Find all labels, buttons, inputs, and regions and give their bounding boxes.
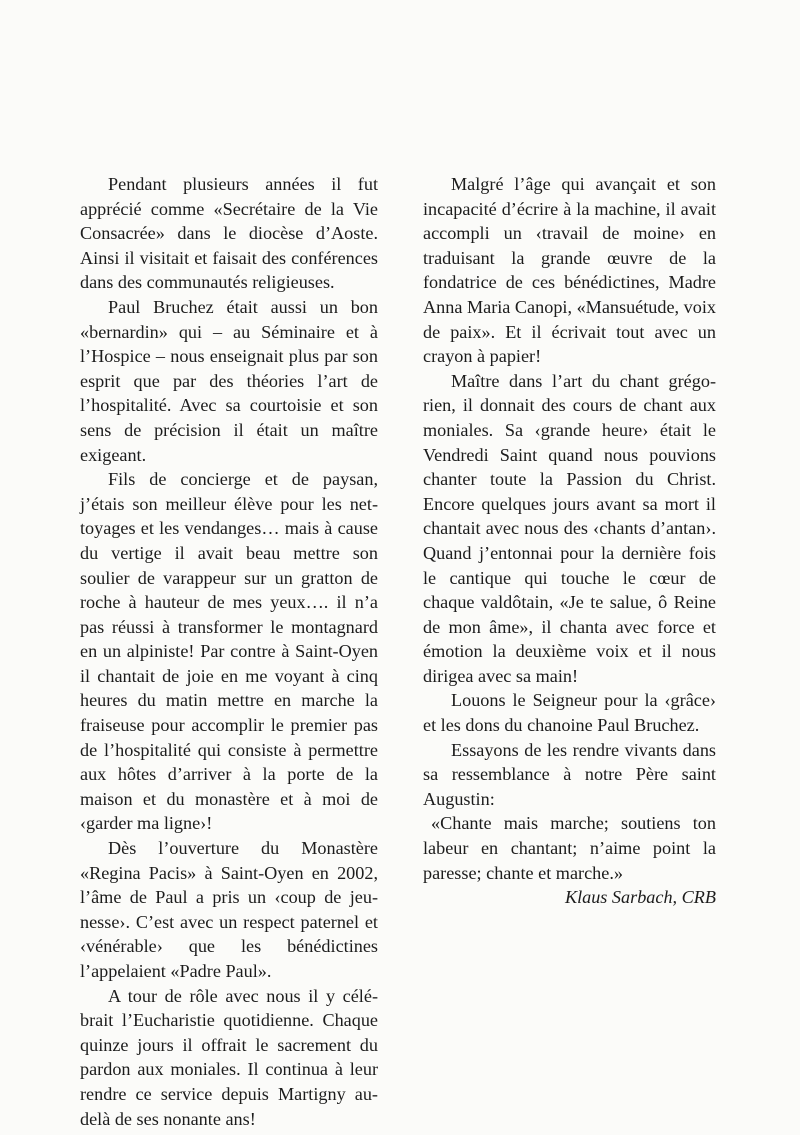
right-column — [423, 172, 716, 910]
paragraph: A tour de rôle avec nous il y célébrait l’Eucharistie quotidienne. Chaque quinze jours il offrait le sacrement du pardon aux moniales. Il continua à leur rendre ce service depuis Martigny au-delà de ses nonante ans! — [80, 985, 378, 1129]
paragraph: Dès l’ouverture du Monastère «Regina Pacis» à Saint-Oyen en 2002, l’âme de Paul a pris un ‹coup de jeunesse›. C’est avec un respect paternel et ‹vénérable› que les bénédictines l’appelaient «Padre Paul». — [80, 838, 378, 981]
paragraph: Louons le Seigneur pour la ‹grâce› et les dons du chanoine Paul Bruchez. — [423, 690, 716, 736]
paragraph: Fils de concierge et de paysan, j’étais son meilleur élève pour les nettoyages et les vendanges… mais à cause du vertige il avait beau mettre son soulier de varappeur sur un gratton de roche à hauteur de mes yeux…. il n’a pas réussi à transformer le montagnard en un alpiniste! Par contre à Saint-Oyen il chantait de joie en me voyant à cinq heures du matin mettre en marche la fraiseuse pour accomplir le premier pas de l’hospitalité qui consiste à permettre aux hôtes d’arriver à la porte de la maison et du monastère et à moi de ‹garder ma ligne›! — [80, 469, 378, 834]
paragraph: Malgré l’âge qui avançait et son incapacité d’écrire à la machine, il avait accompli un ‹travail de moine› en traduisant la grande œuvre de la fondatrice de ces bénédictines, Madre Anna Maria Canopi, «Mansuétude, voix de paix». Et il écrivait tout avec un crayon à papier! — [423, 174, 716, 367]
left-column — [80, 172, 378, 1131]
augustine-quote: «Chante mais marche; soutiens ton labeur en chantant; n’aime point la paresse; chante et marche.» — [423, 813, 716, 883]
paragraph: Maître dans l’art du chant grégorien, il donnait des cours de chant aux moniales. Sa ‹grande heure› était le Vendredi Saint quand nous pouvions chanter toute la Passion du Christ. Encore quelques jours avant sa mort il chantait avec nous des ‹chants d’antan›. Quand j’entonnai pour la dernière fois le cantique qui touche le cœur de chaque valdôtain, «Je te salue, ô Reine de mon âme», il chanta avec force et émotion la deuxième voix et il nous dirigea avec sa main! — [423, 370, 716, 686]
paragraph: Paul Bruchez était aussi un bon «bernardin» qui – au Séminaire et à l’Hospice – nous enseignait plus par son esprit que par des théories l’art de l’hospitalité. Avec sa courtoisie et son sens de précision il était un maître exigeant. — [80, 296, 378, 465]
paragraph: Essayons de les rendre vivants dans sa ressemblance à notre Père saint Augustin: — [423, 739, 716, 809]
paragraph: Pendant plusieurs années il fut apprécié comme «Secrétaire de la Vie Consacrée» dans le diocèse d’Aoste. Ainsi il visitait et faisait des conférences dans des communautés religieuses. — [80, 174, 378, 293]
author-signature: Klaus Sarbach, CRB — [564, 887, 716, 908]
